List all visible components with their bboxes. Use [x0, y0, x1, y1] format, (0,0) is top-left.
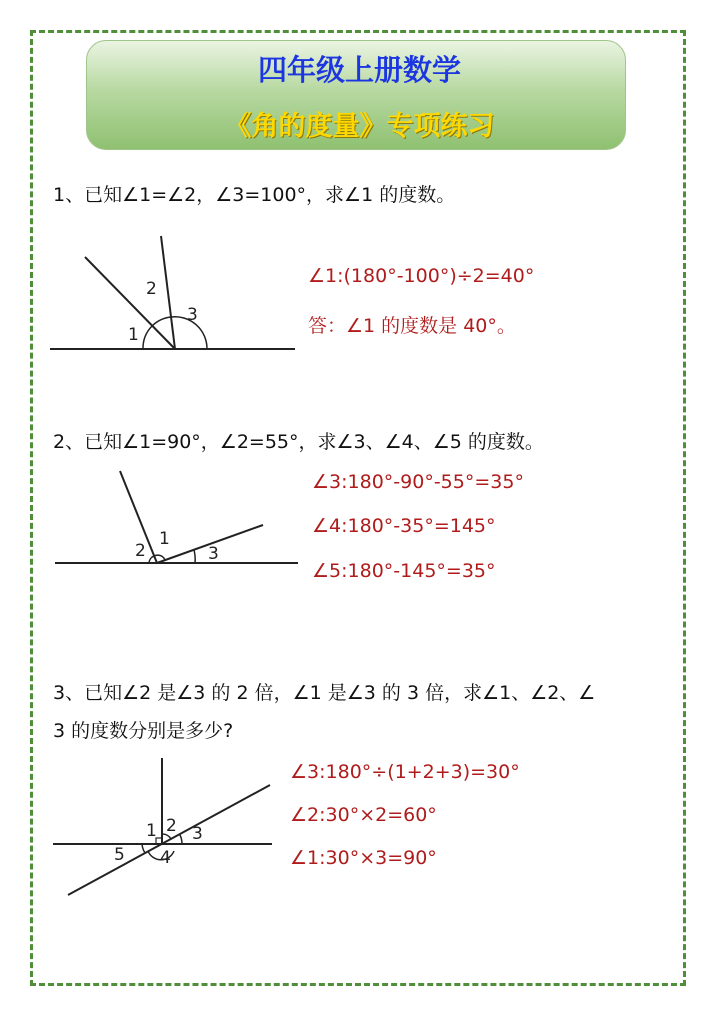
question-3-answer-1: ∠3:180°÷(1+2+3)=30° — [290, 761, 520, 783]
page-title: 四年级上册数学 — [257, 53, 461, 87]
angle-1-arc — [143, 326, 152, 349]
slanted-line — [68, 785, 270, 895]
angle-2-arc — [149, 556, 154, 563]
question-3-text-line-2: 3 的度数分别是多少? — [53, 720, 234, 742]
question-2-answer-2: ∠4:180°-35°=145° — [312, 515, 496, 537]
angle-2-arc — [152, 317, 171, 326]
angle-label-1: 1 — [146, 821, 157, 841]
angle-label-2: 2 — [166, 816, 177, 836]
angle-3-arc — [194, 550, 195, 563]
page-subtitle: 《角的度量》专项练习 — [224, 111, 495, 142]
angle-3-arc — [180, 835, 182, 844]
angle-label-3: 3 — [192, 824, 203, 844]
angle-label-5: 5 — [114, 845, 125, 865]
angle-label-1: 1 — [128, 325, 139, 345]
angle-label-1: 1 — [159, 529, 170, 549]
angle-label-2: 2 — [146, 279, 157, 299]
angle-label-2: 2 — [135, 541, 146, 561]
angle-5-arc — [142, 844, 145, 853]
question-1-text: 1、已知∠1=∠2，∠3=100°，求∠1 的度数。 — [53, 184, 456, 206]
question-1-figure — [40, 230, 310, 360]
ray-middle-line — [161, 236, 175, 349]
question-3-answer-3: ∠1:30°×3=90° — [290, 847, 437, 869]
question-2-answer-1: ∠3:180°-90°-55°=35° — [312, 471, 524, 493]
question-3-text-line-1: 3、已知∠2 是∠3 的 2 倍，∠1 是∠3 的 3 倍，求∠1、∠2、∠ — [53, 682, 596, 704]
question-3-answer-2: ∠2:30°×2=60° — [290, 804, 437, 826]
angle-label-3: 3 — [187, 305, 198, 325]
question-2-figure — [50, 465, 310, 575]
question-2-text: 2、已知∠1=90°，∠2=55°，求∠3、∠4、∠5 的度数。 — [53, 431, 544, 453]
question-2-answer-3: ∠5:180°-145°=35° — [312, 560, 496, 582]
angle-label-4: 4 — [160, 848, 171, 868]
angle-label-3: 3 — [208, 544, 219, 564]
question-1-answer-2: 答：∠1 的度数是 40°。 — [308, 315, 516, 337]
question-3-figure — [50, 755, 280, 900]
question-1-answer-1: ∠1:(180°-100°)÷2=40° — [308, 265, 535, 287]
